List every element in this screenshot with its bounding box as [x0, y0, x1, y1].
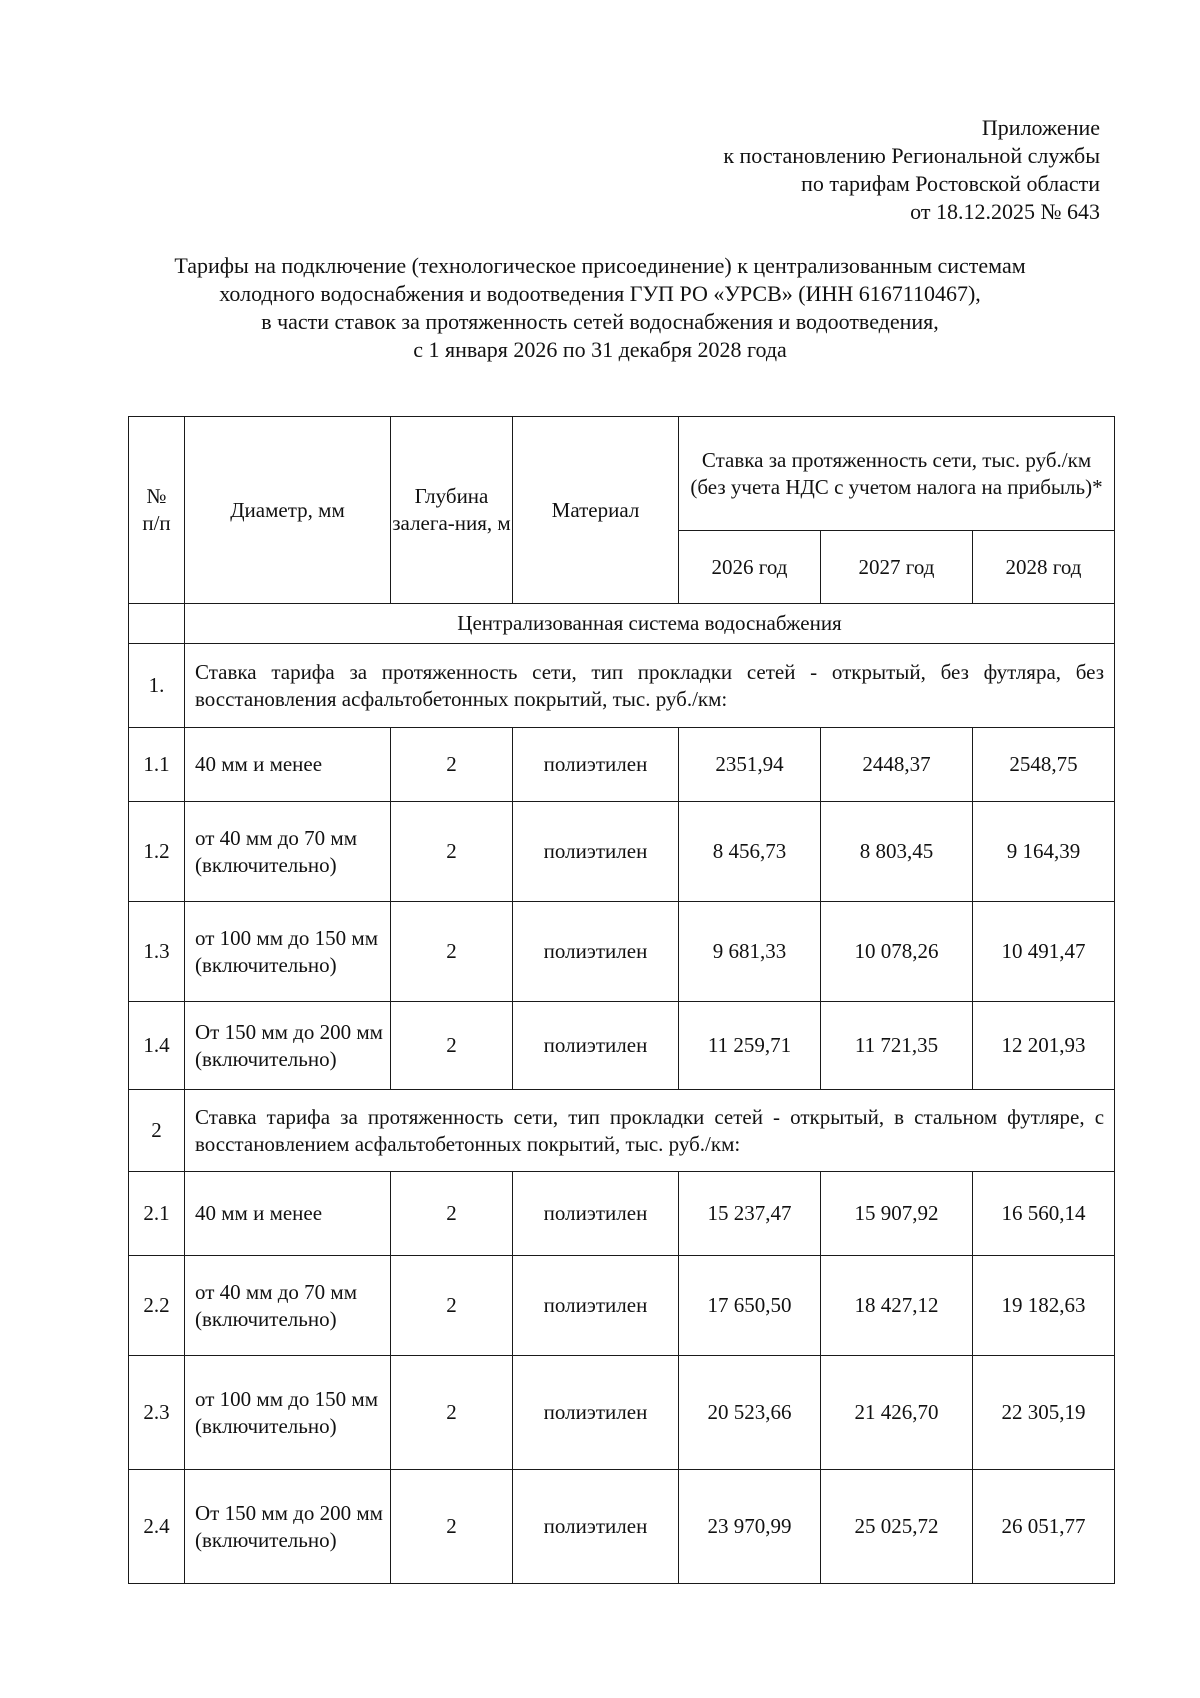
group-row — [129, 644, 1115, 728]
row-value-2026: 15 237,47 — [679, 1172, 821, 1256]
row-value-2028: 9 164,39 — [973, 802, 1115, 902]
row-material: полиэтилен — [513, 728, 679, 802]
row-value-2027: 10 078,26 — [821, 902, 973, 1002]
table-row — [129, 1470, 1115, 1584]
row-value-2028: 10 491,47 — [973, 902, 1115, 1002]
row-diameter: от 100 мм до 150 мм (включительно) — [185, 1356, 391, 1470]
header-material: Материал — [513, 417, 679, 604]
row-value-2026: 9 681,33 — [679, 902, 821, 1002]
row-depth: 2 — [391, 1256, 513, 1356]
row-value-2028: 22 305,19 — [973, 1356, 1115, 1470]
section-title: Централизованная система водоснабжения — [185, 604, 1115, 644]
header-year-2026: 2026 год — [679, 531, 821, 604]
title-line-1: Тарифы на подключение (технологическое присоединение) к централизованным системам — [174, 253, 1026, 278]
appendix-block — [723, 114, 1100, 226]
row-num: 2.3 — [129, 1356, 185, 1470]
title-line-4: с 1 января 2026 по 31 декабря 2028 года — [413, 337, 787, 362]
table-row — [129, 1256, 1115, 1356]
table-row — [129, 1172, 1115, 1256]
group-row — [129, 1090, 1115, 1172]
row-diameter: от 40 мм до 70 мм (включительно) — [185, 802, 391, 902]
row-depth: 2 — [391, 802, 513, 902]
row-depth: 2 — [391, 1356, 513, 1470]
row-material: полиэтилен — [513, 1256, 679, 1356]
row-value-2027: 8 803,45 — [821, 802, 973, 902]
row-num: 2.2 — [129, 1256, 185, 1356]
group-num: 2 — [129, 1090, 185, 1172]
row-material: полиэтилен — [513, 1356, 679, 1470]
row-value-2026: 20 523,66 — [679, 1356, 821, 1470]
row-value-2028: 2548,75 — [973, 728, 1115, 802]
row-value-2027: 21 426,70 — [821, 1356, 973, 1470]
table-row — [129, 728, 1115, 802]
row-depth: 2 — [391, 1172, 513, 1256]
row-material: полиэтилен — [513, 902, 679, 1002]
header-year-2028: 2028 год — [973, 531, 1115, 604]
table-row — [129, 1002, 1115, 1090]
document-title — [80, 252, 1120, 364]
header-rate: Ставка за протяженность сети, тыс. руб./км (без учета НДС с учетом налога на прибыль)* — [679, 417, 1115, 531]
row-depth: 2 — [391, 728, 513, 802]
row-value-2028: 12 201,93 — [973, 1002, 1115, 1090]
appendix-line-1: Приложение — [981, 115, 1100, 140]
row-value-2027: 2448,37 — [821, 728, 973, 802]
table-row — [129, 1356, 1115, 1470]
header-depth: Глубина залега-ния, м — [391, 417, 513, 604]
header-year-2027: 2027 год — [821, 531, 973, 604]
row-depth: 2 — [391, 902, 513, 1002]
group-num: 1. — [129, 644, 185, 728]
row-material: полиэтилен — [513, 1470, 679, 1584]
row-diameter: 40 мм и менее — [185, 1172, 391, 1256]
row-depth: 2 — [391, 1002, 513, 1090]
row-num: 1.4 — [129, 1002, 185, 1090]
row-material: полиэтилен — [513, 1002, 679, 1090]
row-num: 1.3 — [129, 902, 185, 1002]
row-value-2028: 19 182,63 — [973, 1256, 1115, 1356]
row-value-2026: 17 650,50 — [679, 1256, 821, 1356]
row-diameter: От 150 мм до 200 мм (включительно) — [185, 1002, 391, 1090]
row-value-2028: 26 051,77 — [973, 1470, 1115, 1584]
row-value-2026: 8 456,73 — [679, 802, 821, 902]
header-diameter: Диаметр, мм — [185, 417, 391, 604]
row-value-2027: 15 907,92 — [821, 1172, 973, 1256]
title-line-3: в части ставок за протяженность сетей водоснабжения и водоотведения, — [261, 309, 939, 334]
appendix-line-2: к постановлению Региональной службы — [723, 143, 1100, 168]
row-num: 2.4 — [129, 1470, 185, 1584]
row-value-2027: 25 025,72 — [821, 1470, 973, 1584]
row-diameter: от 100 мм до 150 мм (включительно) — [185, 902, 391, 1002]
row-num: 1.1 — [129, 728, 185, 802]
header-num: № п/п — [129, 417, 185, 604]
row-value-2027: 18 427,12 — [821, 1256, 973, 1356]
table-row — [129, 802, 1115, 902]
tariff-table — [128, 416, 1115, 1584]
row-value-2026: 11 259,71 — [679, 1002, 821, 1090]
row-material: полиэтилен — [513, 1172, 679, 1256]
row-value-2026: 2351,94 — [679, 728, 821, 802]
table-row — [129, 902, 1115, 1002]
row-diameter: От 150 мм до 200 мм (включительно) — [185, 1470, 391, 1584]
row-depth: 2 — [391, 1470, 513, 1584]
section-row — [129, 604, 1115, 644]
row-num: 2.1 — [129, 1172, 185, 1256]
row-value-2028: 16 560,14 — [973, 1172, 1115, 1256]
row-material: полиэтилен — [513, 802, 679, 902]
title-line-2: холодного водоснабжения и водоотведения ГУП РО «УРСВ» (ИНН 6167110467), — [219, 281, 981, 306]
row-value-2027: 11 721,35 — [821, 1002, 973, 1090]
group-description: Ставка тарифа за протяженность сети, тип прокладки сетей - открытый, без футляра, без восстановления асфальтобетонных покрытий, тыс. руб./км: — [185, 644, 1115, 728]
group-description: Ставка тарифа за протяженность сети, тип прокладки сетей - открытый, в стальном футляре, с восстановлением асфальтобетонных покрытий, тыс. руб./км: — [185, 1090, 1115, 1172]
section-num-cell — [129, 604, 185, 644]
row-diameter: от 40 мм до 70 мм (включительно) — [185, 1256, 391, 1356]
row-num: 1.2 — [129, 802, 185, 902]
row-value-2026: 23 970,99 — [679, 1470, 821, 1584]
appendix-line-3: по тарифам Ростовской области — [801, 171, 1100, 196]
row-diameter: 40 мм и менее — [185, 728, 391, 802]
appendix-line-4: от 18.12.2025 № 643 — [910, 199, 1100, 224]
